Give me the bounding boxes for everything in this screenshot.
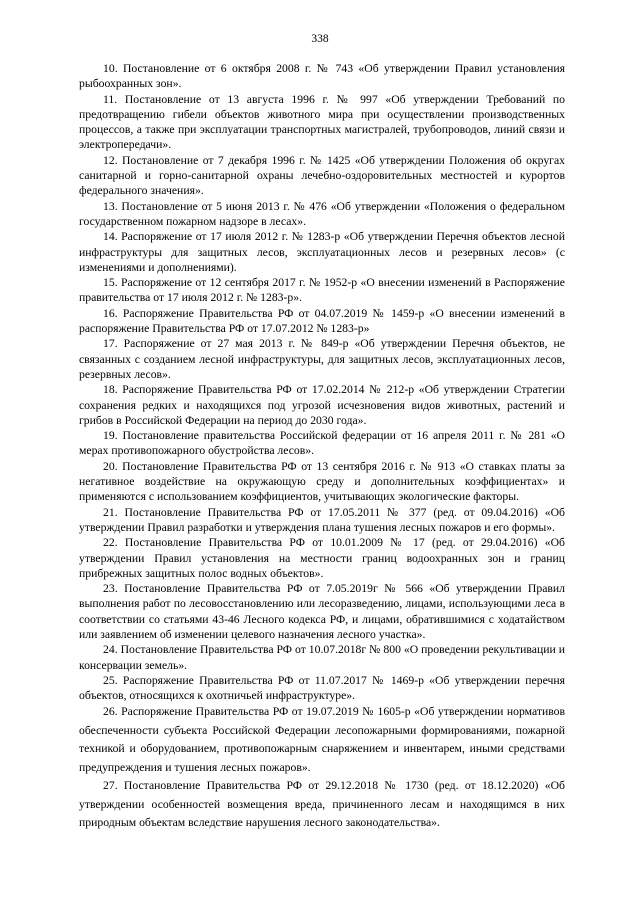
list-item: 19. Постановление правительства Российской федерации от 16 апреля 2011 г. № 281 «О мерах противопожарного обустройства лесов». — [79, 429, 565, 458]
list-item: 21. Постановление Правительства РФ от 17.05.2011 № 377 (ред. от 09.04.2016) «Об утверждении Правил разработки и утверждения плана тушения лесных пожаров и его формы». — [79, 505, 565, 534]
list-item: 13. Постановление от 5 июня 2013 г. № 476 «Об утверждении «Положения о федеральном государственном пожарном надзоре в лесах». — [79, 199, 565, 228]
list-item: 11. Постановление от 13 августа 1996 г. № 997 «Об утверждении Требований по предотвращению гибели объектов животного мира при осуществлении производственных процессов, а также при эксплуатации транспортных магистралей, трубопроводов, линий связи и электропередачи». — [79, 92, 565, 152]
list-item: 10. Постановление от 6 октября 2008 г. № 743 «Об утверждении Правил установления рыбоохранных зон». — [79, 62, 565, 91]
list-item: 23. Постановление Правительства РФ от 7.05.2019г № 566 «Об утверждении Правил выполнения работ по лесовосстановлению или лесоразведению, лицами, использующими леса в соответствии со статьями 43-46 Лесного кодекса РФ, и лицами, обратившимися с ходатайством или заявлением об изменении целевого назначения лесного участка». — [79, 582, 565, 641]
list-item: 20. Постановление Правительства РФ от 13 сентября 2016 г. № 913 «О ставках платы за негативное воздействие на окружающую среду и дополнительных коэффициентах» и применяются с использованием коэффициентов, учитывающих экологические факторы. — [79, 459, 565, 504]
list-item: 17. Распоряжение от 27 мая 2013 г. № 849-р «Об утверждении Перечня объектов, не связанных с созданием лесной инфраструктуры, для защитных лесов, эксплуатационных лесов, резервных лесов». — [79, 337, 565, 381]
regulations-list — [79, 61, 565, 833]
list-item: 27. Постановление Правительства РФ от 29.12.2018 № 1730 (ред. от 18.12.2020) «Об утверждении особенностей возмещения вреда, причиненного лесам и находящимся в них природным объектам вследствие нарушения лесного законодательства». — [79, 779, 565, 830]
list-item: 26. Распоряжение Правительства РФ от 19.07.2019 № 1605-р «Об утверждении нормативов обеспеченности субъекта Российской Федерации лесопожарными формированиями, пожарной техникой и оборудованием, противопожарным снаряжением и инвентарем, иными средствами предупреждения и тушения лесных пожаров». — [79, 705, 565, 774]
list-item: 12. Постановление от 7 декабря 1996 г. № 1425 «Об утверждении Положения об округах санитарной и горно-санитарной охраны лечебно-оздоровительных местностей и курортов федерального значения». — [79, 153, 565, 198]
list-item: 15. Распоряжение от 12 сентября 2017 г. № 1952-р «О внесении изменений в Распоряжение правительства от 17 июля 2012 г. № 1283-р». — [79, 276, 565, 305]
list-item: 18. Распоряжение Правительства РФ от 17.02.2014 № 212-р «Об утверждении Стратегии сохранения редких и находящихся под угрозой исчезновения видов животных, растений и грибов в Российской Федерации на период до 2030 года». — [79, 383, 565, 427]
list-item: 22. Постановление Правительства РФ от 10.01.2009 № 17 (ред. от 29.04.2016) «Об утверждении Правил установления на местности границ водоохранных зон и границ прибрежных защитных полос водных объектов». — [79, 536, 565, 580]
page-number: 338 — [311, 33, 329, 45]
list-item: 14. Распоряжение от 17 июля 2012 г. № 1283-р «Об утверждении Перечня объектов лесной инфраструктуры для защитных лесов, эксплуатационных лесов и резервных лесов» (с изменениями и дополнениями). — [79, 230, 565, 274]
list-item: 16. Распоряжение Правительства РФ от 04.07.2019 № 1459-р «О внесении изменений в распоряжение Правительства РФ от 17.07.2012 № 1283-р» — [79, 306, 565, 336]
list-item: 25. Распоряжение Правительства РФ от 11.07.2017 № 1469-р «Об утверждении перечня объектов, относящихся к охотничьей инфраструктуре». — [79, 673, 565, 703]
list-item: 24. Постановление Правительства РФ от 10.07.2018г № 800 «О проведении рекультивации и консервации земель». — [79, 643, 565, 672]
